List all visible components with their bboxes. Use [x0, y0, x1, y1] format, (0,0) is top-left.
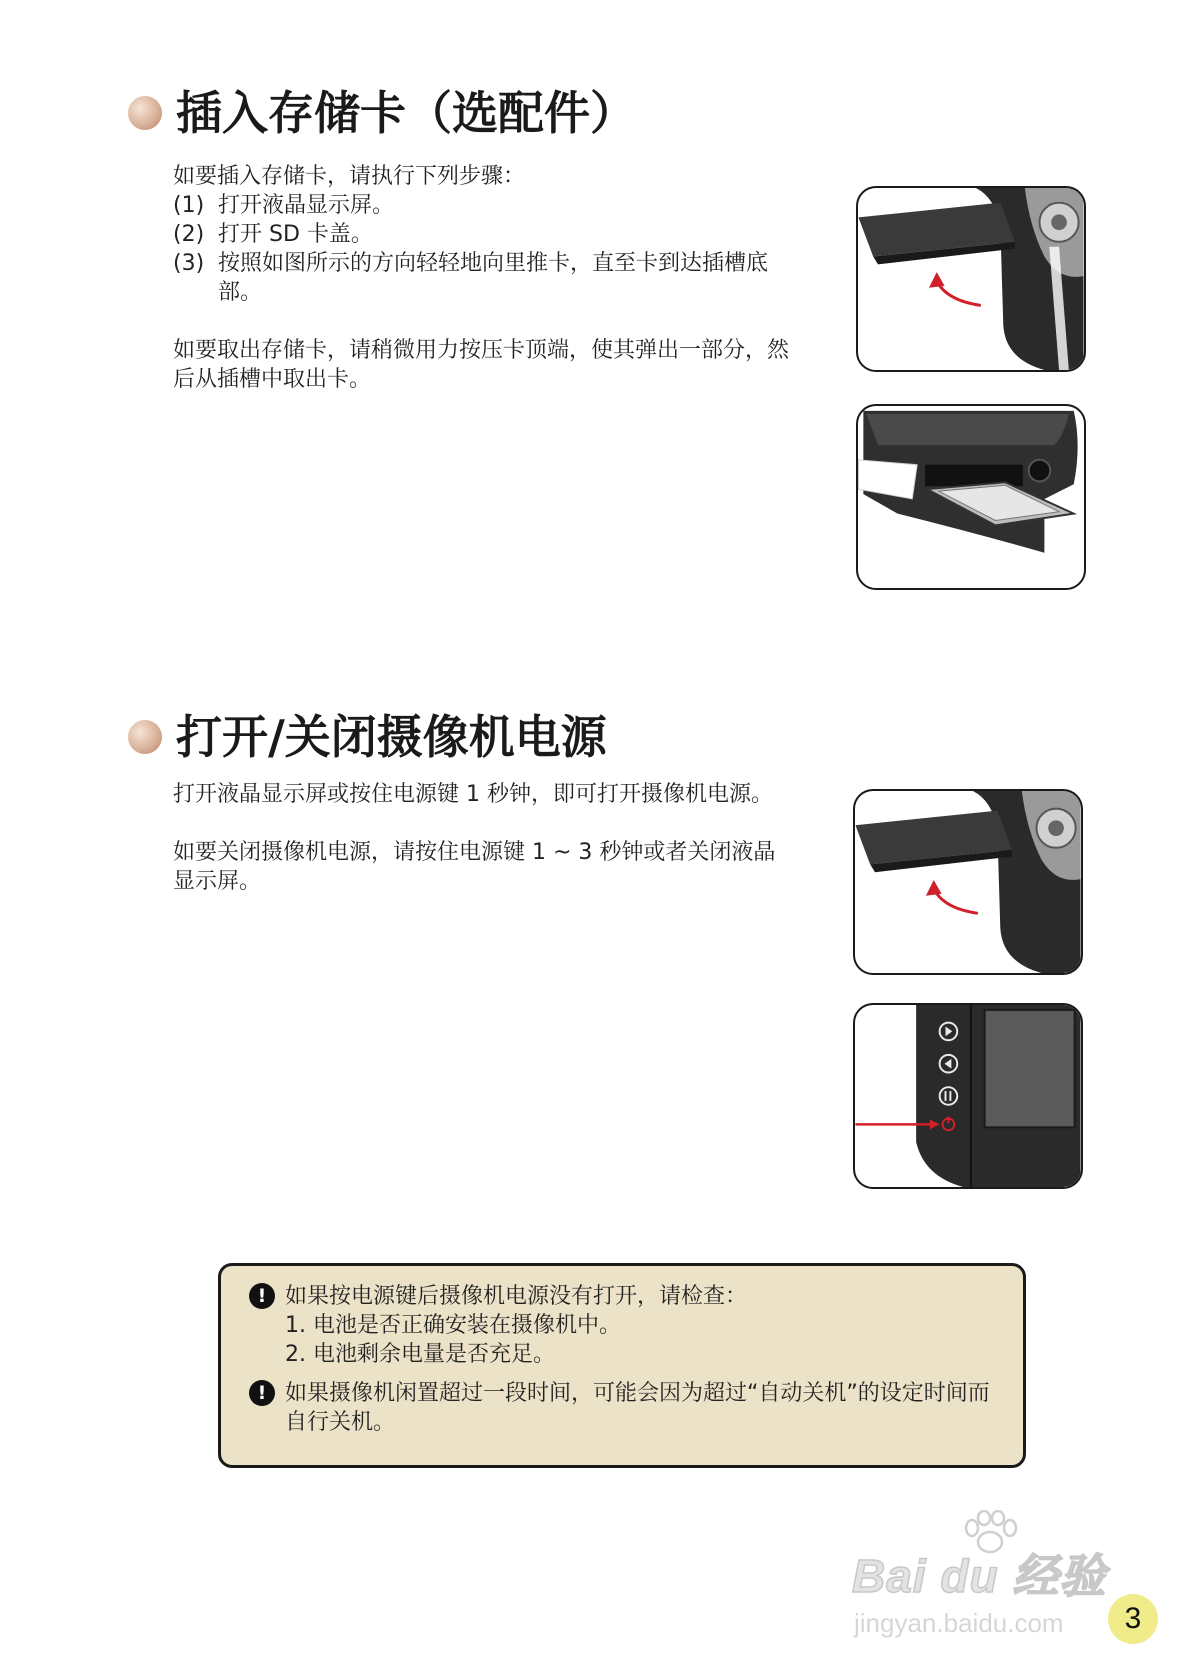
watermark-url: jingyan.baidu.com: [854, 1608, 1064, 1638]
figure-open-lcd: [856, 186, 1086, 372]
section-title-power: [128, 710, 607, 764]
note-content: [285, 1379, 997, 1437]
insert-card-instructions: [173, 162, 803, 394]
power-off-text: 如要关闭摄像机电源，请按住电源键 1 ~ 3 秒钟或者关闭液晶显示屏。: [173, 840, 776, 894]
note-subitem: 1. 电池是否正确安装在摄像机中。: [285, 1313, 621, 1338]
note-text: 如果按电源键后摄像机电源没有打开，请检查：: [285, 1284, 748, 1309]
exclamation-icon: !: [249, 1283, 275, 1309]
power-instructions: [173, 780, 793, 896]
step-text: 按照如图所示的方向轻轻地向里推卡，直至卡到达插槽底部。: [218, 251, 769, 305]
intro-text: 如要插入存储卡，请执行下列步骤：: [173, 164, 526, 189]
section-title-text: 插入存储卡（选配件）: [176, 86, 636, 140]
baidu-watermark: [852, 1540, 1152, 1660]
bullet-icon: [128, 96, 162, 130]
notes-box: [218, 1263, 1026, 1468]
page-number: 3: [1108, 1594, 1158, 1644]
note-text: 如果摄像机闲置超过一段时间，可能会因为超过“自动关机”的设定时间而自行关机。: [285, 1381, 990, 1435]
sd-card-insert-illustration: [858, 406, 1084, 588]
power-button-illustration: [855, 1005, 1081, 1187]
bullet-icon: [128, 720, 162, 754]
step-item: [173, 249, 773, 307]
remove-card-text: 如要取出存储卡，请稍微用力按压卡顶端，使其弹出一部分，然后从插槽中取出卡。: [173, 338, 790, 392]
note-item: [249, 1282, 997, 1369]
camcorder-open-lcd-illustration: [858, 188, 1084, 370]
camcorder-open-lcd-illustration: [855, 791, 1081, 973]
exclamation-icon: !: [249, 1380, 275, 1406]
step-text: 打开液晶显示屏。: [218, 193, 395, 218]
note-item: [249, 1379, 997, 1437]
step-item: [173, 220, 803, 249]
section-title-text: 打开/关闭摄像机电源: [176, 710, 607, 764]
step-text: 打开 SD 卡盖。: [218, 222, 373, 247]
step-number: (1): [173, 193, 205, 218]
step-item: [173, 191, 803, 220]
figure-power-button: [853, 1003, 1083, 1189]
note-content: [285, 1282, 747, 1369]
step-number: (2): [173, 222, 205, 247]
figure-sd-card-slot: [856, 404, 1086, 590]
figure-open-lcd-power: [853, 789, 1083, 975]
section-title-insert-card: [128, 86, 636, 140]
step-number: (3): [173, 251, 205, 276]
power-on-text: 打开液晶显示屏或按住电源键 1 秒钟，即可打开摄像机电源。: [173, 782, 773, 807]
watermark-brand: Bai du 经验: [852, 1550, 1107, 1602]
note-subitem: 2. 电池剩余电量是否充足。: [285, 1342, 555, 1367]
